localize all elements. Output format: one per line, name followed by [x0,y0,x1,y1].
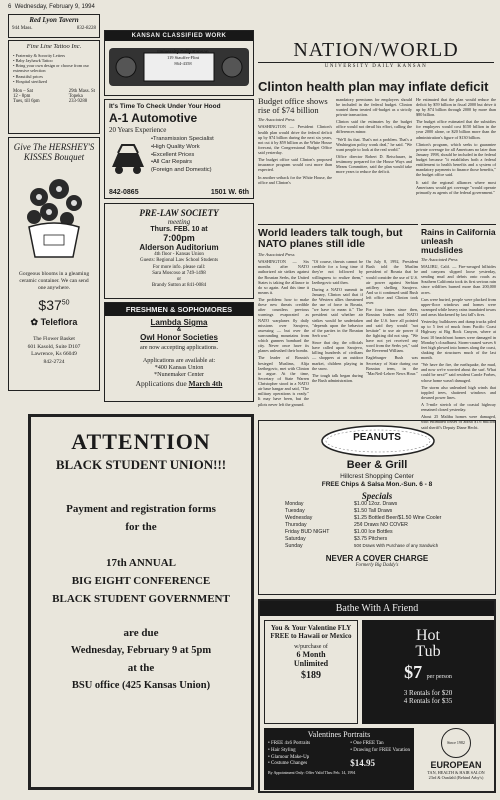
prelaw-or: or [176,277,182,282]
story-paragraph: "We have the fire, the earthquake, the mud, and now we're worried about the surf. What could be next?" said resident Carole Forbes, whose home wasn't damaged. [421,362,496,383]
bsu-line-9: BSU office (425 Kansas Union) [71,680,211,691]
freshmen-accepting: are now accepting applications. [140,344,218,351]
valentine-fly-sub: w/purchase of [294,644,328,651]
hot-tub-word-1: Hot [416,627,440,644]
clinton-subhead: Budget office shows rise of $74 billion [258,95,328,115]
bathe-title: Bathe With A Friend [260,601,494,616]
clinton-story [258,80,496,220]
prelaw-date: Thurs. FEB. 10 at [150,226,208,233]
fine-line-name: Fine Line Tattoo Inc. [26,43,82,50]
hot-tub-price: $7 [404,662,423,682]
story-paragraph: "We'll fix that. That's not a problem. That's a Washington policy wonk deal," he said. "We want people to look at the real world." [336,136,412,152]
rains-byline: The Associated Press [421,256,458,262]
bsu-subtitle: BLACK STUDENT UNION!!! [55,457,227,472]
list-item: • Glamour Make-Up [268,754,310,760]
bsu-line-5: BLACK STUDENT GOVERNMENT [52,593,230,605]
story-paragraph: MALIBU, Calif. — Fire-ravaged hillsides and canyons slipped loose yesterday, sending mud and debris onto roads as Southern California took its first serious rain since wildfires burned more than 200,000 acres. [421,263,496,295]
freshmen-location-2: *Nunemaker Center [154,371,204,378]
section-nation: NATION [293,39,374,61]
list-item: • Beautiful prices [13,73,43,79]
freshmen-due-date: March 4th [188,379,223,388]
freshmen-available: Applications are available at: [142,357,216,364]
shop-address-2: Lawrence, Ks 66049 [31,351,77,358]
hershey-title: Give The HERSHEY'S KISSES Bouquet [13,142,95,162]
story-paragraph: Office director Robert D. Reischauer, in testimony prepared for the House Ways and Means Committee, said the plan would take more years to reduce the deficit. [336,153,412,175]
hot-tub-box [362,620,494,724]
list-item: Wednesday $1.25 Bottled Beer/$1.50 Wine Cooler [285,515,442,522]
story-paragraph: It said the regional alliances where most Americans would get coverage "would operate primarily as agents of the federal government." [416,179,496,195]
classified-bubble-text: University Daily Kansan [157,49,209,54]
hot-tub-word-2: Tub [415,643,441,660]
prelaw-contact-2: Brandy Sutton at 841-0084 [151,283,207,289]
european-name: EUROPEAN [430,760,482,770]
shop-address-1: 601 Kasold, Suite D107 [27,343,81,350]
valentine-fly-box [264,620,358,724]
portraits-price: $14.95 [350,757,376,768]
story-paragraph: The problem: how to make these new threats credible after countless previous warnings evaporated as NATO warplanes fly daily missions over Sarajevo, assessing — but over the surrounding mountains from which gunners bombard the city. Never once have its planes unleashed their bombs. [258,297,309,354]
hot-tub-per: per person [426,674,452,680]
prelaw-sub: meeting [167,218,191,226]
page-number: 6 [8,4,12,10]
peanuts-ad [258,420,496,595]
hershey-price-cents: 50 [61,299,70,307]
list-item: • Hospital sterilized [13,78,47,84]
hot-tub-rentals-2: 4 Rentals for $35 [403,697,453,705]
red-lyon-name: Red Lyon Tavern [29,16,79,24]
european-sub: TAN, HEALTH & HAIR SALON [427,770,485,775]
prelaw-ad [104,203,254,299]
hershey-price: $37 [38,297,62,314]
story-paragraph: For four times since then, Bosnian leaders and NATO and the U.S. have all pointed and said they would "not hesitate" to use air power if the fighting did not stop. "We have not yet received any word from the Serbs yet," said the Reverend William. [366,307,418,354]
bsu-line-1: Payment and registration forms [66,503,216,515]
list-item: •Transmission Specialist [151,136,214,142]
story-paragraph: The storm also unleashed high winds that toppled trees, shattered windows and downed power lines. [421,384,496,400]
european-tan-logo [418,728,494,790]
fine-line-location: 29th Mass. St Topeka 233-9288 [68,88,95,104]
story-paragraph: mandatory premiums for employers should be included in the federal budget. Clinton wanted them treated off-budget as a strictly private transaction. [336,96,412,118]
list-item: • Fraternity & Sorority Letters [13,53,66,58]
valentine-months: 6 Month [296,650,326,660]
peanuts-sub: Beer & Grill [346,459,408,471]
bsu-line-2: for the [125,521,157,533]
story-paragraph: During a NATO summit in January, Clinton said that if the Western allies threatened the use of force in Bosnia, "we have to mean it." The president said whether air strikes would be undertaken "depends upon the behavior of the parties in the Bosnian Serb war." [312,286,363,338]
bsu-attention: ATTENTION [71,429,211,454]
story-paragraph: On July 8, 1992, President Bush told the Muslim president of Bosnia that he would consider the use of U.S. air power against Serbian artillery shelling Sarajevo. And so it continued until Bush left office and Clinton took over. [366,259,418,306]
specials-list [259,501,495,550]
page-header [8,4,95,10]
page-date: Wednesday, February 9, 1994 [14,4,95,10]
shop-phone: 842-2724 [43,358,65,365]
bsu-line-7: Wednesday, February 9 at 5pm [70,645,212,656]
rains-story [421,224,497,430]
story-paragraph: In another setback for the White House, the office and Clinton's [258,174,332,185]
classified-room: 119 Stauffer-Flint [166,54,200,60]
bsu-line-3: 17th ANNUAL [106,557,176,569]
list-item: • One FREE Tan [350,741,384,746]
story-paragraph: About 25 Malibu homes were damaged, with estimated losses of about $1.6 million, said sheriff's Deputy Diane Hecht. [421,414,496,430]
story-paragraph: A 5-mile stretch of the coastal highway remained closed yesterday. [421,402,496,413]
a1-address: 1501 W. 6th [210,189,249,196]
prelaw-title: PRE-LAW SOCIETY [139,208,219,218]
story-paragraph: He estimated that the plan would reduce the deficit by $59 billion in fiscal 2000 but drive it up by $74 billion through 2000 by more than $80 billion. [416,96,496,118]
list-item: •All Car Repairs [151,159,193,166]
bsu-line-8: at the [127,662,155,674]
classified-ad [104,30,254,96]
list-item: Monday $1.00 12oz. Draws [285,501,398,507]
section-masthead: NATION/WORLD UNIVERSITY DAILY KANSAN [258,32,494,76]
a1-phone: 842-0865 [109,189,139,196]
peanuts-free-chips: FREE Chips & Salsa Mon.-Sun. 6 - 8 [321,481,433,488]
peanuts-tagline: NEVER A COVER CHARGE [325,554,429,564]
list-item: • Hair Styling [268,747,296,753]
prelaw-place: Alderson Auditorium [139,243,219,252]
section-world: WORLD [380,39,459,61]
org-lambda-sigma: Lambda Sigma [150,318,208,327]
peanuts-name: PEANUTS [353,432,401,443]
hershey-description: Gorgeous blooms in a gleaming ceramic container. We can send one anywhere. [18,270,90,291]
valentine-unlimited: Unlimited [293,659,329,669]
bsu-line-6: are due [123,627,159,639]
story-paragraph: The budget office estimated that the subsidies for employers would cost $150 billion in the year 2000 alone, or $20 billion more than the administration's figure of $130 billion. [416,119,496,140]
story-paragraph: The leader of Bosnia's besieged Muslims, Alija Izetbegovic, met with Clinton to argue. At the time, Secretary of State Warren Christopher stood in a NATO air base hangar and said, "The military operations is ready." It may have been, but the pilots never left the ground. [258,355,309,407]
org-amp: & [176,327,182,333]
list-item: • Baby Jayhawk Tattoo [13,58,53,64]
list-item: Friday BUD NIGHT $1.00 Ice Bottles [285,529,393,536]
european-address: 23rd & Ousdahl (Behind Arby's) [428,775,484,780]
prelaw-time: 7:00pm [163,233,195,243]
list-item: • Drawing for FREE Vacation [350,747,410,753]
a1-kicker: It's Time To Check Under Your Hood [109,103,221,110]
story-paragraph: WASHINGTON — Six months after NATO authorized air strikes against the Bosnian Serbs, the United States is taking the alliance to do so again. And this time it means it. [258,259,309,295]
rains-headline: Rains in California unleash mudslides [421,227,496,255]
shop-name: The Flower Basket [33,336,75,343]
specials-title: Specials [361,491,393,501]
flower-bouquet-image [9,167,99,267]
list-item: • Bring your own design or choose from our extensive selection [13,63,89,74]
portraits-box [264,728,414,790]
story-paragraph: Eagleburger Bush was Secretary of State during our Bosnian term, in the "MacNeil-Lehrer News Hour." [366,355,418,376]
red-lyon-ad [8,14,100,38]
portraits-title: Valentines Portraits [307,730,371,739]
classified-banner: KANSAN CLASSIFIED WORK [105,31,253,41]
valentine-fly-head: You & Your Valentine FLY FREE to Hawaii or Mexico [270,624,352,641]
red-lyon-phone: 832-8228 [76,26,96,31]
a1-name: A-1 Automotive [109,111,198,125]
hershey-ad [8,137,100,391]
list-item: (Foreign and Domestic) [151,167,212,174]
freshmen-due-prefix: Applications due [135,379,187,388]
list-item: Sunday 50¢ Draws With Purchase of any Sandwich [285,543,439,550]
prelaw-floor: 4th floor - Kansas Union [154,252,204,257]
freshmen-ad [104,302,254,402]
freshmen-title: FRESHMEN & SOPHOMORES [105,303,253,316]
list-item: • FREE 4x6 Portraits [268,741,311,746]
hot-tub-rentals-1: 3 Rentals for $20 [403,689,453,697]
a1-automotive-ad [104,99,254,199]
story-paragraph: Since that day, the officials have called upon Sarajevo, killing hundreds of civilians — shoppers at an outdoor market, children playing in the snow. [312,340,363,371]
bosnia-byline: The Associated Press [258,252,295,258]
peanuts-former: Formerly Big Daddy's [355,563,399,569]
bsu-ad [28,414,254,790]
fine-line-hours: Mon – Sat 12 - 8pm Tues, till 6pm [13,88,40,104]
car-hood-icon [108,137,148,179]
prelaw-guests: Guests: Regional Law School Students [139,258,219,264]
teleflora-logo: ✿ Teleflora [30,317,78,328]
bsu-line-4: BIG EIGHT CONFERENCE [71,575,211,587]
list-item: • Costume Changes [268,761,308,767]
paper-name: UNIVERSITY DAILY KANSAN [258,62,494,69]
story-paragraph: Cars were buried, people were plucked from upper-floor windows and homes were swamped while heavy rains inundated towns and areas blackened by last fall's fires. [421,296,497,318]
clinton-byline: The Associated Press [258,117,295,123]
portraits-note: By Appointment Only: Offer Valid Thru Feb. 14, 1994 [268,769,356,775]
prelaw-contact-1: Sara Moscoso at 749-1498 [152,270,206,276]
a1-years: 20 Years Experience [109,126,167,134]
since-seal: Since 1982 [441,728,471,758]
list-item: Thursday 25¢ Draws NO COVER [285,522,408,529]
freshmen-location-1: *400 Kansas Union [154,364,204,371]
clinton-headline: Clinton health plan may inflate deficit [258,79,489,94]
story-paragraph: WASHINGTON — President Clinton's health plan would drive the federal deficit up by $74 billion during the next six years, not cut it by $59 billion as the White House forecast, the Congressional Budget Office said yesterday. [258,124,332,156]
bathe-ad [258,599,496,793]
bosnia-story [258,224,418,416]
story-paragraph: The budget office said Clinton's proposed insurance program would cost more than expected. [258,157,332,173]
red-lyon-address: 944 Mass. [12,26,33,31]
story-paragraph: Clinton's program, which seeks to guarantee private coverage for all Americans no later than January 1998, should be included in the federal budget because "it establishes both a federal entitlement to health benefits and a system of mandatory payments to finance those benefits," the budget office said. [416,141,496,178]
valentine-price: $189 [301,670,321,682]
peanuts-location: Hillcrest Shopping Center [340,473,414,480]
classified-phone: 864-4358 [174,60,192,66]
story-paragraph: "Of course, threats cannot be credible for a long time if they're not followed by willingness to realize them," Izetbegovic said then. [312,259,363,285]
story-paragraph: The tough talk began during the Bush administration. [312,372,363,383]
bosnia-headline: World leaders talk tough, but NATO planes still idle [258,227,403,251]
list-item: •High Quality Work [151,143,200,150]
prelaw-info: For more info. please call: [152,264,206,270]
fine-line-list [9,50,99,87]
story-paragraph: Clinton said the estimates by the budget office would not derail his effort, calling the differences minor. [336,119,412,135]
teleflora-brand: Teleflora [40,317,78,328]
list-item: Tuesday $1.50 Tall Draws [285,508,393,515]
story-paragraph: Yesterday, bulldozers and dump trucks piled up to 5 feet of muck from Pacific Coast Highway at Big Rock Canyon, where at least 10 beachfront homes were damaged in Monday's cloudburst. Storm-caused waves 6 feet high plowed into homes along the coast, shaking the structures much of the last month. [421,319,496,361]
fine-line-ad [8,40,100,134]
list-item: •Excellent Prices [151,151,195,158]
list-item: Saturday $3.75 Pitchers [285,536,388,543]
org-owl-honor: Owl Honor Societies [140,333,218,342]
